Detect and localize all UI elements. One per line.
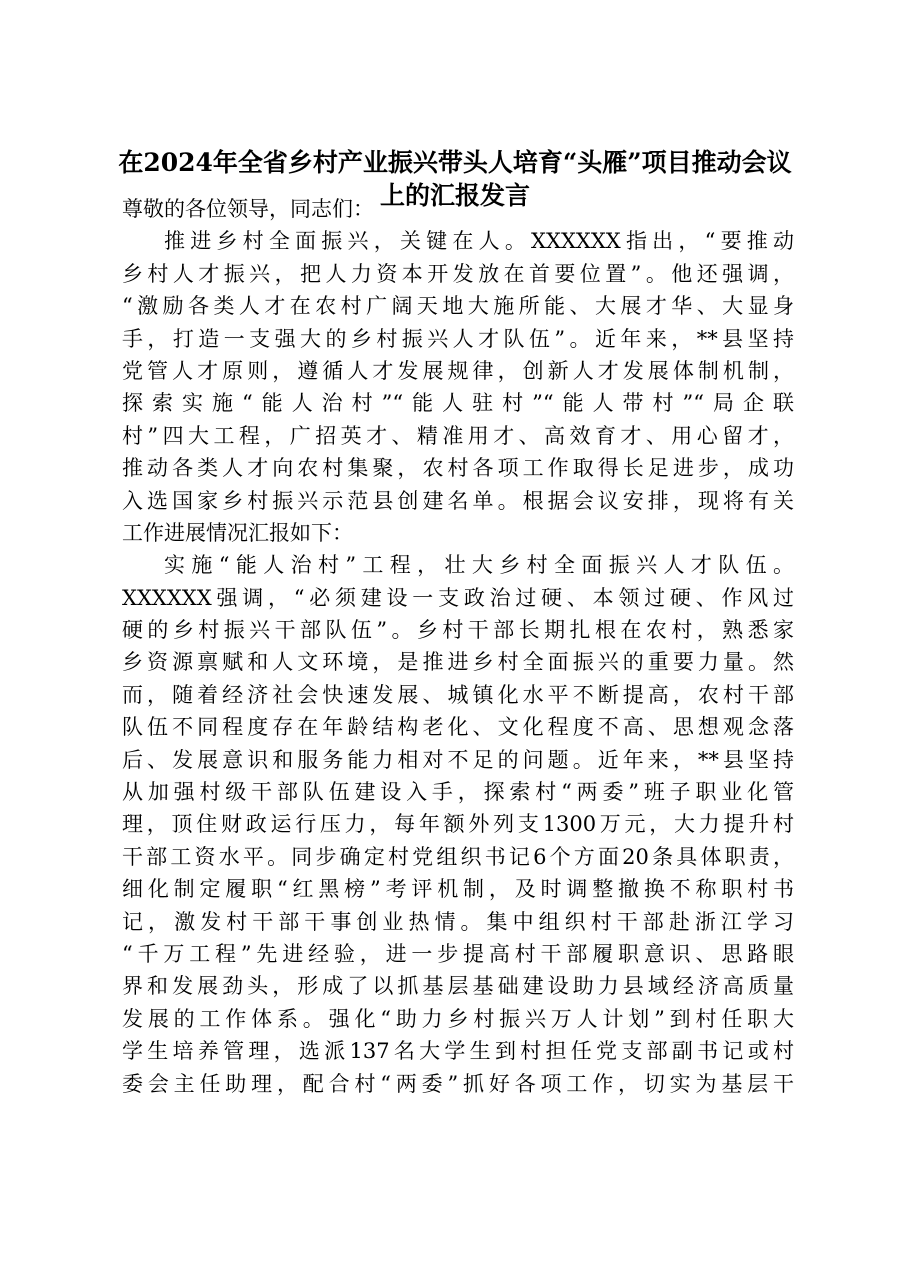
- paragraph-2-line: 记，激发村干部干事创业热情。集中组织村干部赴浙江学习: [122, 909, 794, 934]
- paragraph-1-line: 党管人才原则，遵循人才发展规律，创新人才发展体制机制，: [122, 358, 794, 383]
- paragraph-2-line: 干部工资水平。同步确定村党组织书记6个方面20条具体职责，: [122, 844, 794, 869]
- paragraph-1-line: 推进乡村全面振兴，关键在人。XXXXXX指出，“要推动: [164, 229, 794, 254]
- paragraph-2-line: 委会主任助理，配合村“两委”抓好各项工作，切实为基层干: [122, 1071, 794, 1096]
- paragraph-1-line: 探索实施“能人治村”“能人驻村”“能人带村”“局企联: [122, 391, 794, 416]
- paragraph-2-line: “千万工程”先进经验，进一步提高村干部履职意识、思路眼: [122, 941, 794, 966]
- paragraph-1-line: 推动各类人才向农村集聚，农村各项工作取得长足进步，成功: [122, 456, 794, 481]
- paragraph-2-line: 后、发展意识和服务能力相对不足的问题。近年来，**县坚持: [122, 747, 794, 772]
- paragraph-2-line: 而，随着经济社会快速发展、城镇化水平不断提高，农村干部: [122, 682, 794, 707]
- paragraph-2-line: XXXXXX强调，“必须建设一支政治过硬、本领过硬、作风过: [122, 585, 794, 610]
- paragraph-1-line: 乡村人才振兴，把人力资本开发放在首要位置”。他还强调，: [122, 261, 794, 286]
- paragraph-1-line: 村”四大工程，广招英才、精准用才、高效育才、用心留才，: [122, 423, 794, 448]
- paragraph-2-line: 学生培养管理，选派137名大学生到村担任党支部副书记或村: [122, 1039, 794, 1064]
- paragraph-2-line: 界和发展劲头，形成了以抓基层基础建设助力县域经济高质量: [122, 974, 794, 999]
- title-line: 上的汇报发言: [379, 181, 530, 210]
- paragraph-1-line: 工作进展情况汇报如下：: [122, 520, 353, 545]
- paragraph-2-line: 理，顶住财政运行压力，每年额外列支1300万元，大力提升村: [122, 812, 794, 837]
- paragraph-1-line: “激励各类人才在农村广阔天地大施所能、大展才华、大显身: [122, 294, 794, 319]
- paragraph-2-line: 硬的乡村振兴干部队伍”。乡村干部长期扎根在农村，熟悉家: [122, 618, 794, 643]
- salutation: 尊敬的各位领导，同志们：: [122, 197, 374, 221]
- paragraph-1-line: 手，打造一支强大的乡村振兴人才队伍”。近年来，**县坚持: [122, 326, 794, 351]
- document-body: [122, 193, 794, 1100]
- paragraph-2-line: 实施“能人治村”工程，壮大乡村全面振兴人才队伍。: [164, 553, 794, 578]
- paragraph-2-line: 乡资源禀赋和人文环境，是推进乡村全面振兴的重要力量。然: [122, 650, 794, 675]
- paragraph-2-line: 细化制定履职“红黑榜”考评机制，及时调整撤换不称职村书: [122, 877, 794, 902]
- paragraph-2-line: 发展的工作体系。强化“助力乡村振兴万人计划”到村任职大: [122, 1006, 794, 1031]
- paragraph-2-line: 从加强村级干部队伍建设入手，探索村“两委”班子职业化管: [122, 780, 794, 805]
- title-line: 在2024年全省乡村产业振兴带头人培育“头雁”项目推动会议: [118, 148, 792, 177]
- paragraph-1-line: 入选国家乡村振兴示范县创建名单。根据会议安排，现将有关: [122, 488, 794, 513]
- paragraph-2-line: 队伍不同程度存在年龄结构老化、文化程度不高、思想观念落: [122, 715, 794, 740]
